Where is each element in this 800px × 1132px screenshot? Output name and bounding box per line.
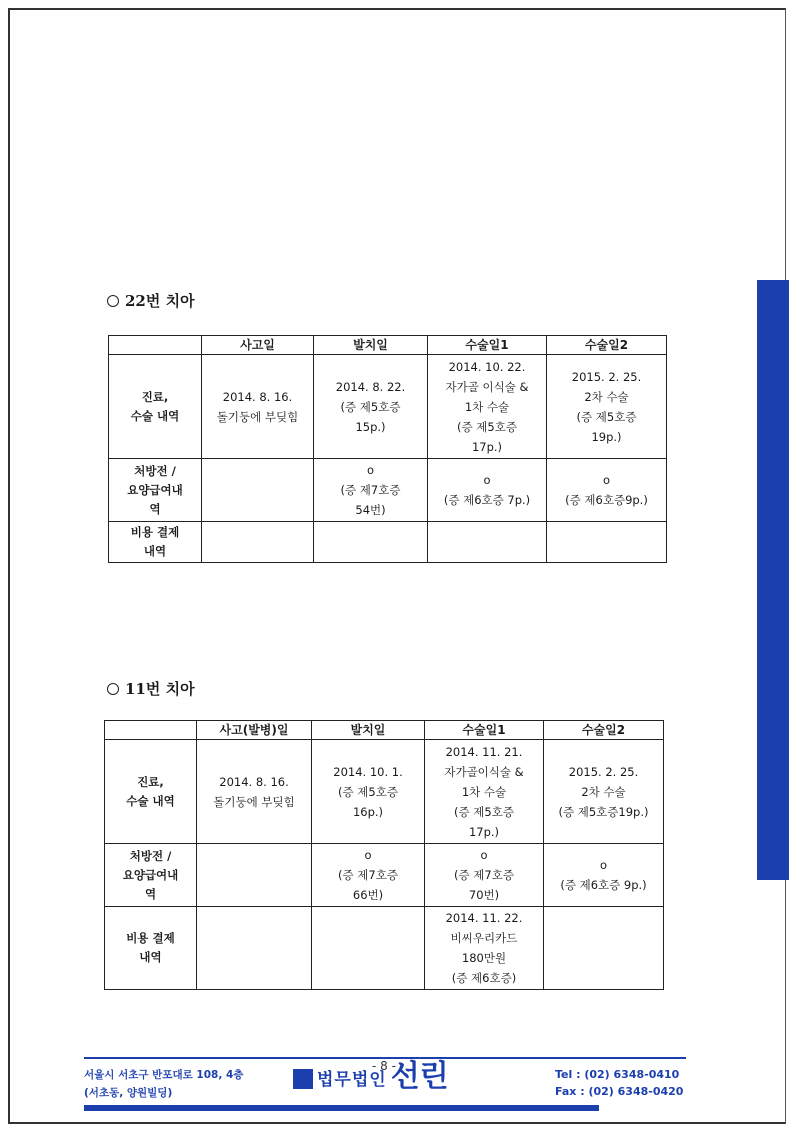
section-title-text: 22번 치아 (125, 292, 195, 310)
table-cell (428, 522, 547, 563)
row-label: 비용 결제 내역 (109, 522, 202, 563)
table-row (109, 522, 667, 563)
table-cell: o (증 제7호증 66번) (312, 844, 425, 907)
section-title-text: 11번 치아 (125, 680, 195, 698)
fax-number: Fax : (02) 6348-0420 (555, 1085, 684, 1098)
row-label: 처방전 / 요양급여내 역 (109, 459, 202, 522)
table-cell: 2014. 8. 16. 돌기둥에 부딪힘 (197, 740, 312, 844)
logo-name: 선린 (390, 1059, 449, 1094)
tel-number: Tel : (02) 6348-0410 (555, 1068, 680, 1081)
table-cell: o (증 제6호증9p.) (547, 459, 667, 522)
footer-address (84, 1066, 243, 1102)
address-line-1: 서울시 서초구 반포대로 108, 4층 (84, 1069, 244, 1081)
table-header-row (109, 336, 667, 355)
header-cell: 수술일1 (428, 336, 547, 355)
logo-prefix: 법무법인 (317, 1070, 387, 1090)
table-cell: o (증 제6호증 7p.) (428, 459, 547, 522)
table-cell: o (증 제6호증 9p.) (544, 844, 664, 907)
table-cell (197, 907, 312, 990)
table-row (105, 844, 664, 907)
table-cell: 2014. 11. 22. 비씨우리카드 180만원 (증 제6호증) (425, 907, 544, 990)
row-label: 진료, 수술 내역 (105, 740, 197, 844)
header-cell: 발치일 (312, 721, 425, 740)
section-title-tooth-22 (107, 290, 195, 311)
tooth-11-table (104, 720, 664, 990)
table-header-row (105, 721, 664, 740)
header-cell: 수술일2 (544, 721, 664, 740)
row-label: 처방전 / 요양급여내 역 (105, 844, 197, 907)
table-cell (312, 907, 425, 990)
table-cell (547, 522, 667, 563)
row-label: 진료, 수술 내역 (109, 355, 202, 459)
tooth-22-table (108, 335, 667, 563)
circle-bullet-icon (107, 683, 119, 695)
table-cell: 2015. 2. 25. 2차 수술 (증 제5호증 19p.) (547, 355, 667, 459)
header-cell: 사고(발병)일 (197, 721, 312, 740)
page-number: - 8 - (372, 1059, 396, 1073)
header-cell: 수술일1 (425, 721, 544, 740)
table-cell: 2015. 2. 25. 2차 수술 (증 제5호증19p.) (544, 740, 664, 844)
header-cell: 수술일2 (547, 336, 667, 355)
table-row (105, 740, 664, 844)
table-row (105, 907, 664, 990)
table-cell: o (증 제7호증 70번) (425, 844, 544, 907)
table-cell (197, 844, 312, 907)
circle-bullet-icon (107, 295, 119, 307)
table-cell (202, 459, 314, 522)
law-firm-logo (293, 1060, 449, 1094)
header-cell: 발치일 (314, 336, 428, 355)
table-cell: 2014. 10. 22. 자가골 이식술 & 1차 수술 (증 제5호증 17p.) (428, 355, 547, 459)
section-title-tooth-11 (107, 678, 195, 699)
header-cell: 사고일 (202, 336, 314, 355)
table-cell: 2014. 8. 22. (증 제5호증 15p.) (314, 355, 428, 459)
table-row (109, 459, 667, 522)
header-cell (109, 336, 202, 355)
footer-bottom-rule (84, 1105, 599, 1111)
table-cell: o (증 제7호증 54번) (314, 459, 428, 522)
logo-mark-icon (293, 1069, 313, 1089)
address-line-2: (서초동, 양원빌딩) (84, 1087, 173, 1099)
side-accent-bar (757, 280, 789, 880)
table-cell: 2014. 8. 16. 돌기둥에 부딪힘 (202, 355, 314, 459)
table-row (109, 355, 667, 459)
table-cell (544, 907, 664, 990)
table-cell (314, 522, 428, 563)
table-cell (202, 522, 314, 563)
table-cell: 2014. 11. 21. 자가골이식술 & 1차 수술 (증 제5호증 17p.) (425, 740, 544, 844)
table-cell: 2014. 10. 1. (증 제5호증 16p.) (312, 740, 425, 844)
footer-contact (555, 1066, 683, 1100)
row-label: 비용 결제 내역 (105, 907, 197, 990)
header-cell (105, 721, 197, 740)
